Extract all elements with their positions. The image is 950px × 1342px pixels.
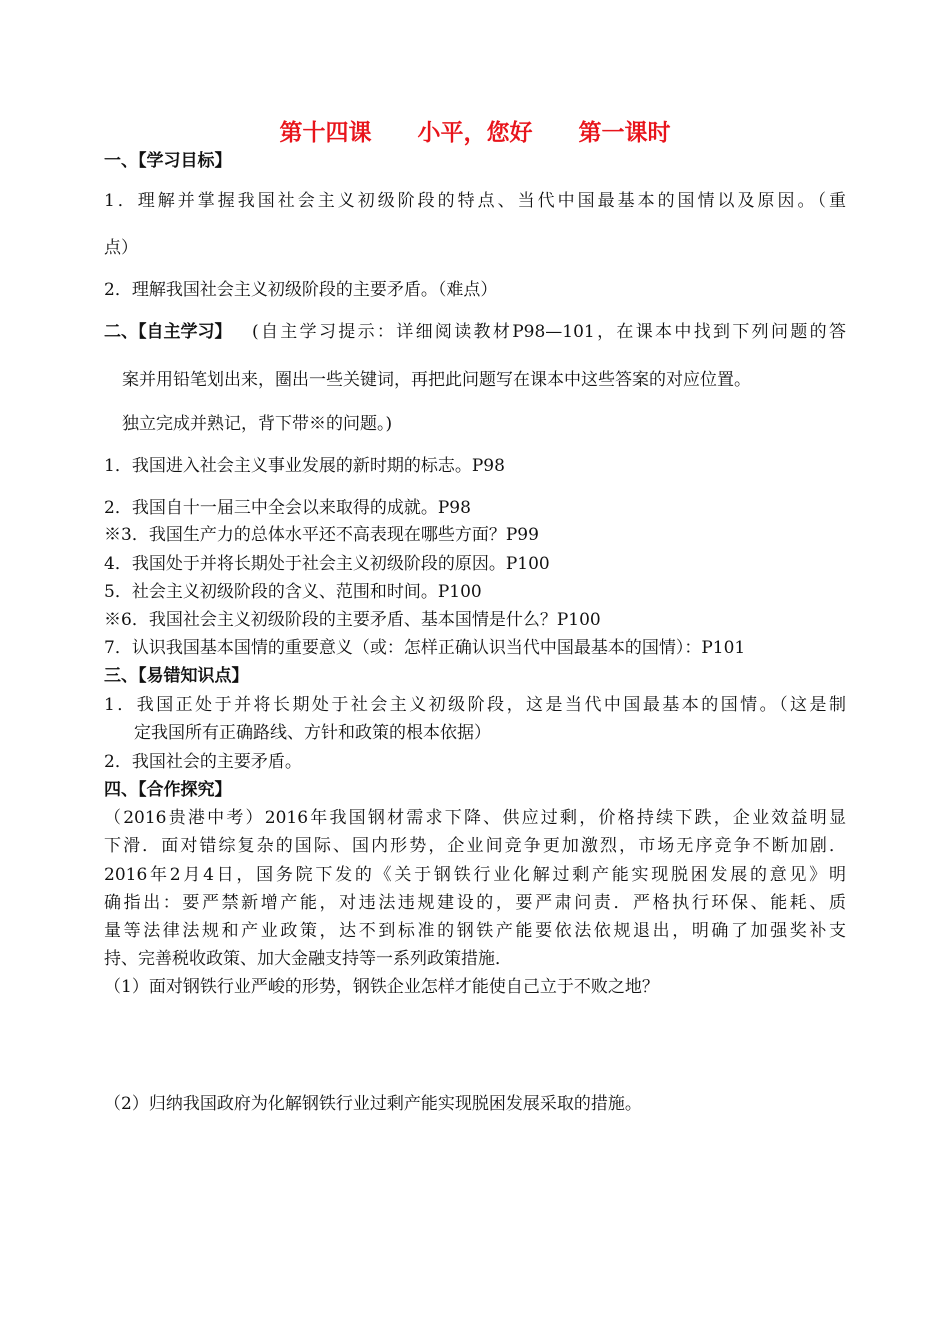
- passage-line-5: 量等法律法规和产业政策，达不到标准的钢铁产能要依法依规退出，明确了加强奖补支: [104, 921, 846, 941]
- error-prone-item-2: 2．我国社会的主要矛盾。: [104, 752, 302, 772]
- section-heading-cooperative-inquiry: 四、【合作探究】: [104, 780, 232, 800]
- self-study-tip-line-1: (自主学习提示：详细阅读教材P98—101，在课本中找到下列问题的答: [252, 322, 846, 342]
- self-study-tip-line-2: 案并用铅笔划出来，圈出一些关键词，再把此问题写在课本中这些答案的对应位置。: [122, 370, 751, 390]
- section-heading-learning-goals: 一、【学习目标】: [104, 151, 232, 171]
- passage-line-3: 2016年2月4日，国务院下发的《关于钢铁行业化解过剩产能实现脱困发展的意见》明: [104, 865, 846, 885]
- error-prone-item-1-continued: 定我国所有正确路线、方针和政策的根本依据）: [134, 723, 491, 743]
- self-study-item-2: 2．我国自十一届三中全会以来取得的成就。P98: [104, 498, 471, 518]
- question-2: （2）归纳我国政府为化解钢铁行业过剩产能实现脱困发展采取的措施。: [104, 1094, 642, 1114]
- self-study-tip-line-3: 独立完成并熟记，背下带※的问题。): [122, 414, 393, 434]
- self-study-item-1: 1．我国进入社会主义事业发展的新时期的标志。P98: [104, 456, 505, 476]
- self-study-item-5: 5．社会主义初级阶段的含义、范围和时间。P100: [104, 582, 482, 602]
- section-heading-error-prone: 三、【易错知识点】: [104, 666, 249, 686]
- passage-line-2: 下滑．面对错综复杂的国际、国内形势，企业间竞争更加激烈，市场无序竞争不断加剧．: [104, 836, 846, 856]
- section-heading-self-study: 二、【自主学习】: [104, 322, 232, 342]
- self-study-item-3: ※3．我国生产力的总体水平还不高表现在哪些方面？P99: [104, 525, 539, 545]
- self-study-item-4: 4．我国处于并将长期处于社会主义初级阶段的原因。P100: [104, 554, 550, 574]
- passage-line-4: 确指出：要严禁新增产能，对违法违规建设的，要严肃问责．严格执行环保、能耗、质: [104, 893, 846, 913]
- page-title: 第十四课 小平，您好 第一课时: [279, 119, 671, 146]
- self-study-item-7: 7．认识我国基本国情的重要意义（或：怎样正确认识当代中国最基本的国情）：P101: [104, 638, 746, 658]
- goal-item-2: 2．理解我国社会主义初级阶段的主要矛盾。（难点）: [104, 280, 498, 300]
- error-prone-item-1: 1．我国正处于并将长期处于社会主义初级阶段，这是当代中国最基本的国情。（这是制: [104, 695, 846, 715]
- question-1: （1）面对钢铁行业严峻的形势，钢铁企业怎样才能使自己立于不败之地？: [104, 977, 659, 997]
- passage-line-6: 持、完善税收政策、加大金融支持等一系列政策措施．: [104, 949, 512, 969]
- self-study-item-6: ※6．我国社会主义初级阶段的主要矛盾、基本国情是什么？P100: [104, 610, 601, 630]
- passage-line-1: （2016贵港中考）2016年我国钢材需求下降、供应过剩，价格持续下跌，企业效益明显: [104, 808, 846, 828]
- goal-item-1-continued: 点）: [104, 238, 138, 258]
- goal-item-1: 1．理解并掌握我国社会主义初级阶段的特点、当代中国最基本的国情以及原因。（重: [104, 191, 846, 211]
